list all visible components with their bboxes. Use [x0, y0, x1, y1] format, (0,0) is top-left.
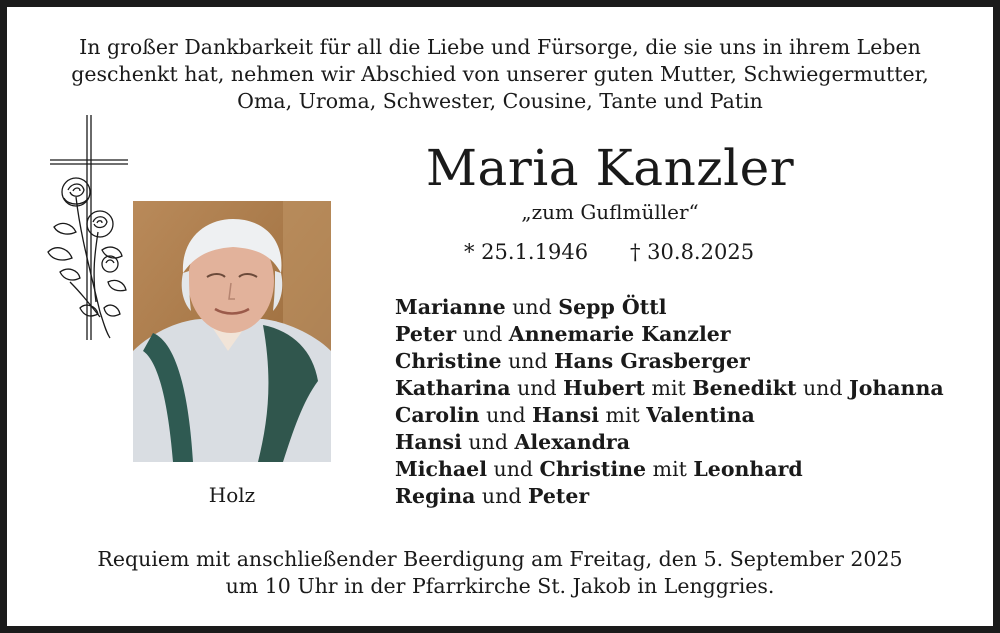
family-member-name: Hubert — [563, 376, 646, 400]
family-row — [395, 429, 944, 456]
family-member-name: Hans Grasberger — [554, 349, 750, 373]
family-member-name: Michael — [395, 457, 487, 481]
intro-line: In großer Dankbarkeit für all die Liebe und Fürsorge, die sie uns in ihrem Leben — [79, 35, 921, 59]
deceased-name: Maria Kanzler — [425, 139, 795, 197]
cross-with-roses-icon — [40, 112, 135, 344]
family-connector: mit — [646, 457, 694, 481]
family-row — [395, 483, 944, 510]
family-row — [395, 348, 944, 375]
intro-line: Oma, Uroma, Schwester, Cousine, Tante und Patin — [237, 89, 763, 113]
family-member-name: Christine — [395, 349, 502, 373]
family-member-name: Annemarie Kanzler — [508, 322, 731, 346]
family-list — [395, 294, 944, 510]
family-member-name: Carolin — [395, 403, 480, 427]
family-connector: und — [486, 457, 540, 481]
family-member-name: Katharina — [395, 376, 511, 400]
family-member-name: Peter — [527, 484, 590, 508]
family-connector: und — [461, 430, 515, 454]
family-row — [395, 375, 944, 402]
service-line: Requiem mit anschließender Beerdigung am Freitag, den 5. September 2025 — [97, 547, 903, 571]
family-member-name: Sepp Öttl — [558, 295, 667, 319]
family-connector: mit — [645, 376, 693, 400]
service-line: um 10 Uhr in der Pfarrkirche St. Jakob in Lenggries. — [225, 574, 775, 598]
service-info — [40, 546, 960, 600]
family-member-name: Hansi — [532, 403, 600, 427]
family-connector: mit — [599, 403, 647, 427]
portrait-photo — [133, 201, 331, 462]
family-connector: und — [796, 376, 849, 400]
intro-text — [40, 34, 960, 115]
family-connector: und — [475, 484, 528, 508]
intro-line: geschenkt hat, nehmen wir Abschied von unserer guten Mutter, Schwiegermutter, — [71, 62, 929, 86]
family-member-name: Regina — [395, 484, 476, 508]
family-connector: und — [510, 376, 564, 400]
family-member-name: Hansi — [395, 430, 462, 454]
family-row — [395, 456, 944, 483]
family-connector: und — [456, 322, 509, 346]
family-row — [395, 321, 944, 348]
family-connector: und — [479, 403, 533, 427]
birth-date: * 25.1.1946 — [464, 240, 589, 264]
deceased-nickname: „zum Guflmüller“ — [521, 200, 699, 224]
family-row — [395, 294, 944, 321]
family-row — [395, 402, 944, 429]
family-connector: und — [501, 349, 555, 373]
place-label: Holz — [208, 483, 256, 507]
family-member-name: Alexandra — [514, 430, 631, 454]
family-member-name: Leonhard — [693, 457, 803, 481]
death-date: † 30.8.2025 — [630, 240, 755, 264]
family-member-name: Marianne — [395, 295, 506, 319]
family-member-name: Peter — [395, 322, 457, 346]
family-member-name: Johanna — [849, 376, 944, 400]
family-member-name: Christine — [539, 457, 647, 481]
family-connector: und — [505, 295, 559, 319]
family-member-name: Valentina — [646, 403, 755, 427]
family-member-name: Benedikt — [692, 376, 797, 400]
